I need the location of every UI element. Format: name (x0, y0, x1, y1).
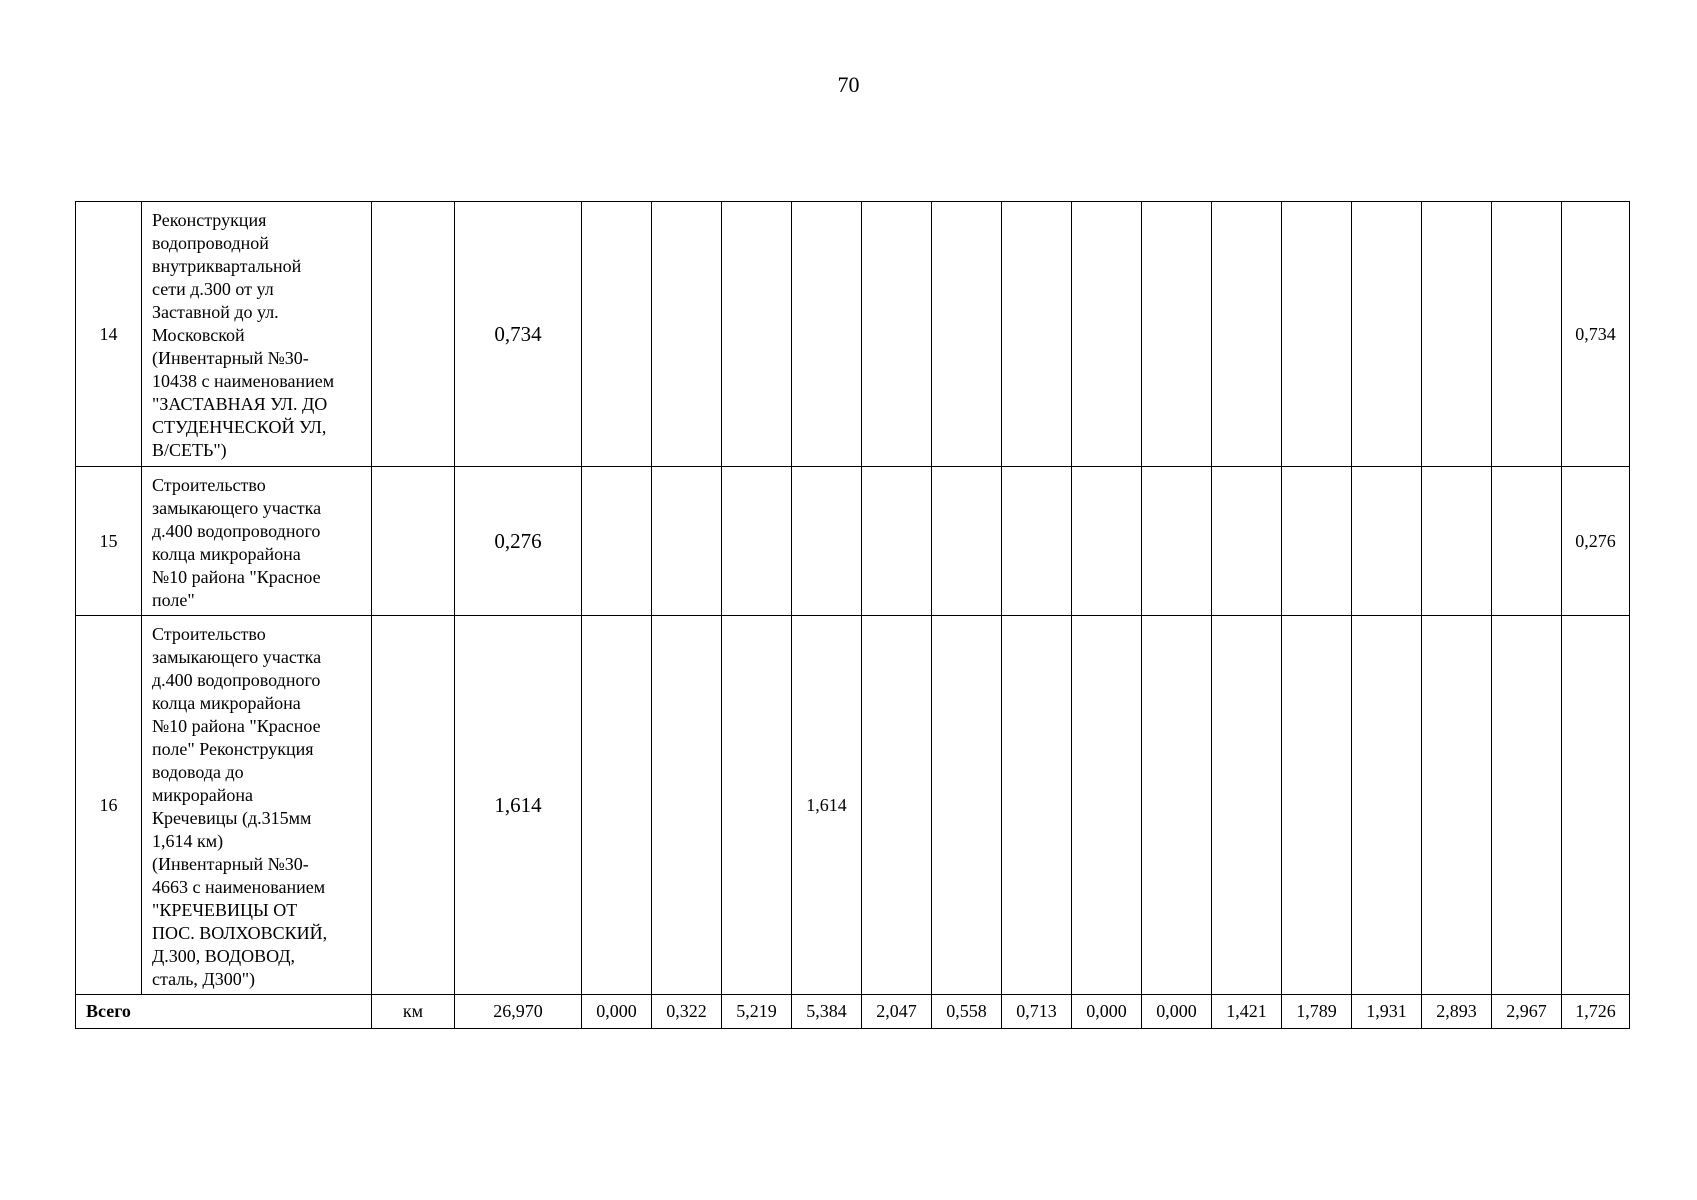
row-number: 14 (76, 202, 142, 467)
data-table (75, 201, 1630, 1029)
year-cell (932, 467, 1002, 616)
total-cell: 0,276 (455, 467, 582, 616)
year-cell: 0,000 (1072, 995, 1142, 1029)
year-cell (1212, 202, 1282, 467)
year-cell (652, 202, 722, 467)
year-cell (1352, 202, 1422, 467)
total-label: Всего (76, 995, 372, 1029)
total-cell: 1,614 (455, 616, 582, 995)
year-cell: 0,558 (932, 995, 1002, 1029)
year-cell (1002, 616, 1072, 995)
year-cell: 1,931 (1352, 995, 1422, 1029)
year-cell (652, 467, 722, 616)
year-cell (1212, 616, 1282, 995)
total-cell: 0,734 (455, 202, 582, 467)
year-cell: 0,000 (582, 995, 652, 1029)
year-cell (1352, 467, 1422, 616)
year-cell (862, 202, 932, 467)
object-name: Реконструкция водопроводной внутриквартальной сети д.300 от ул Заставной до ул. Московской (Инвентарный №30- 10438 с наименованием "ЗАСТАВНАЯ УЛ. ДО СТУДЕНЧЕСКОЙ УЛ, В/СЕТЬ") (142, 202, 372, 467)
year-cell (1142, 467, 1212, 616)
year-cell (1562, 616, 1630, 995)
year-cell (1492, 202, 1562, 467)
year-cell (1352, 616, 1422, 995)
object-name: Строительство замыкающего участка д.400 водопроводного колца микрорайона №10 района "Красное поле" Реконструкция водовода до микрорайона Кречевицы (д.315мм 1,614 км) (Инвентарный №30- 4663 с наименованием "КРЕЧЕВИЦЫ ОТ ПОС. ВОЛХОВСКИЙ, Д.300, ВОДОВОД, сталь, Д300") (142, 616, 372, 995)
year-cell (1002, 467, 1072, 616)
year-cell (1072, 467, 1142, 616)
year-cell: 0,276 (1562, 467, 1630, 616)
year-cell (722, 202, 792, 467)
unit-cell (372, 202, 455, 467)
year-cell: 2,967 (1492, 995, 1562, 1029)
unit-cell: км (372, 995, 455, 1029)
year-cell (1422, 202, 1492, 467)
page-number: 70 (837, 72, 860, 97)
year-cell: 2,047 (862, 995, 932, 1029)
year-cell (722, 616, 792, 995)
year-cell (582, 467, 652, 616)
year-cell (1072, 202, 1142, 467)
year-cell (932, 202, 1002, 467)
year-cell (1142, 202, 1212, 467)
year-cell: 0,322 (652, 995, 722, 1029)
year-cell (652, 616, 722, 995)
year-cell: 5,384 (792, 995, 862, 1029)
year-cell (582, 616, 652, 995)
year-cell: 1,789 (1282, 995, 1352, 1029)
year-cell (1282, 467, 1352, 616)
year-cell (1142, 616, 1212, 995)
year-cell (1282, 202, 1352, 467)
year-cell (862, 467, 932, 616)
year-cell (1002, 202, 1072, 467)
year-cell (792, 202, 862, 467)
total-cell: 26,970 (455, 995, 582, 1029)
year-cell: 0,734 (1562, 202, 1630, 467)
year-cell (1072, 616, 1142, 995)
row-number: 15 (76, 467, 142, 616)
year-cell (1492, 467, 1562, 616)
year-cell (932, 616, 1002, 995)
year-cell (1492, 616, 1562, 995)
table-row (76, 202, 1630, 467)
year-cell: 1,726 (1562, 995, 1630, 1029)
year-cell (1212, 467, 1282, 616)
year-cell (862, 616, 932, 995)
unit-cell (372, 616, 455, 995)
year-cell: 2,893 (1422, 995, 1492, 1029)
year-cell: 1,614 (792, 616, 862, 995)
row-number: 16 (76, 616, 142, 995)
year-cell: 5,219 (722, 995, 792, 1029)
year-cell (582, 202, 652, 467)
total-row (76, 995, 1630, 1029)
year-cell: 1,421 (1212, 995, 1282, 1029)
year-cell: 0,000 (1142, 995, 1212, 1029)
unit-cell (372, 467, 455, 616)
table-row (76, 467, 1630, 616)
year-cell: 0,713 (1002, 995, 1072, 1029)
year-cell (1282, 616, 1352, 995)
year-cell (792, 467, 862, 616)
object-name: Строительство замыкающего участка д.400 водопроводного колца микрорайона №10 района "Красное поле" (142, 467, 372, 616)
year-cell (722, 467, 792, 616)
table-row (76, 616, 1630, 995)
year-cell (1422, 467, 1492, 616)
year-cell (1422, 616, 1492, 995)
